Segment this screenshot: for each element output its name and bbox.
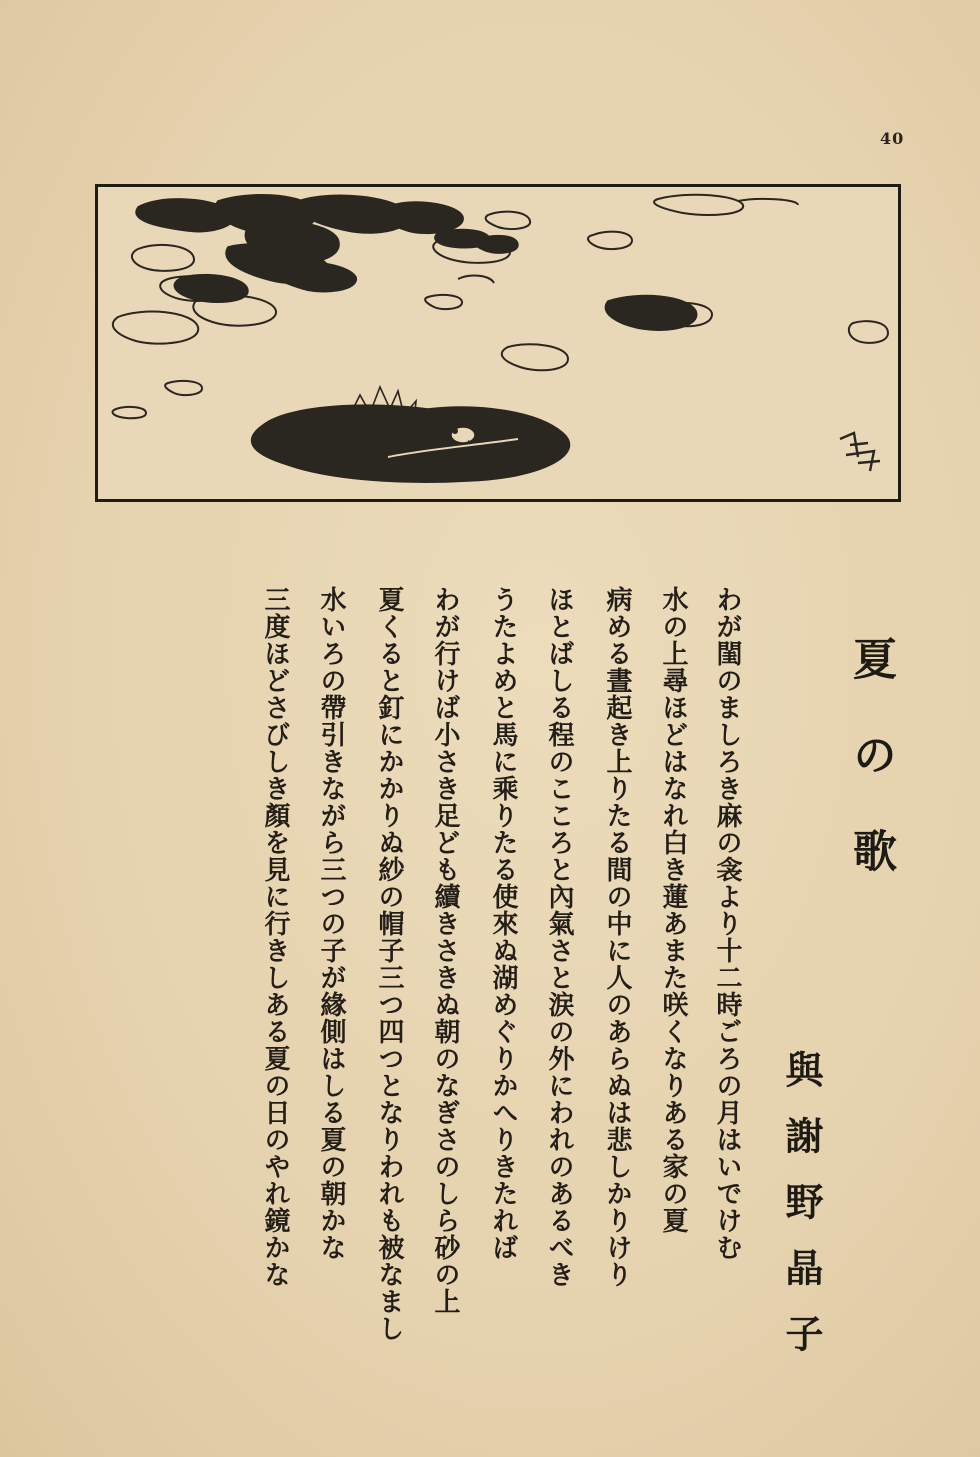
lily-pond-woodcut-icon <box>98 187 898 499</box>
lily-pond-illustration <box>95 184 901 502</box>
poem-line-5: うたよめと馬に乘りたる使來ぬ湖めぐりかへりきたれば <box>488 586 518 1261</box>
poem-line-2: 水の上尋ほどはなれ白き蓮あまた咲くなりある家の夏 <box>658 586 688 1234</box>
page-number: 40 <box>880 129 905 148</box>
poem-line-1: わが閨のましろき麻の衾より十二時ごろの月はいでけむ <box>712 586 742 1261</box>
author-name: 與謝野晶子 <box>779 1050 824 1380</box>
poem-line-3: 病める晝起き上りたる間の中に人のあらぬは悲しかりけり <box>602 586 632 1288</box>
poem-line-7: 夏くると釘にかかりぬ紗の帽子三つ四つとなりわれも被なまし <box>374 586 404 1342</box>
poem-title: 夏の歌 <box>845 636 896 924</box>
poem-line-6: わが行けば小さき足ども續きさきぬ朝のなぎさのしら砂の上 <box>430 586 460 1315</box>
poem-line-9: 三度ほどさびしき顏を見に行きしある夏の日のやれ鏡かな <box>260 586 290 1288</box>
poem-line-4: ほとばしる程のこころと內氣さと涙の外にわれのあるべき <box>544 586 574 1288</box>
poem-line-8: 水いろの帶引きながら三つの子が緣側はしる夏の朝かな <box>316 586 346 1261</box>
